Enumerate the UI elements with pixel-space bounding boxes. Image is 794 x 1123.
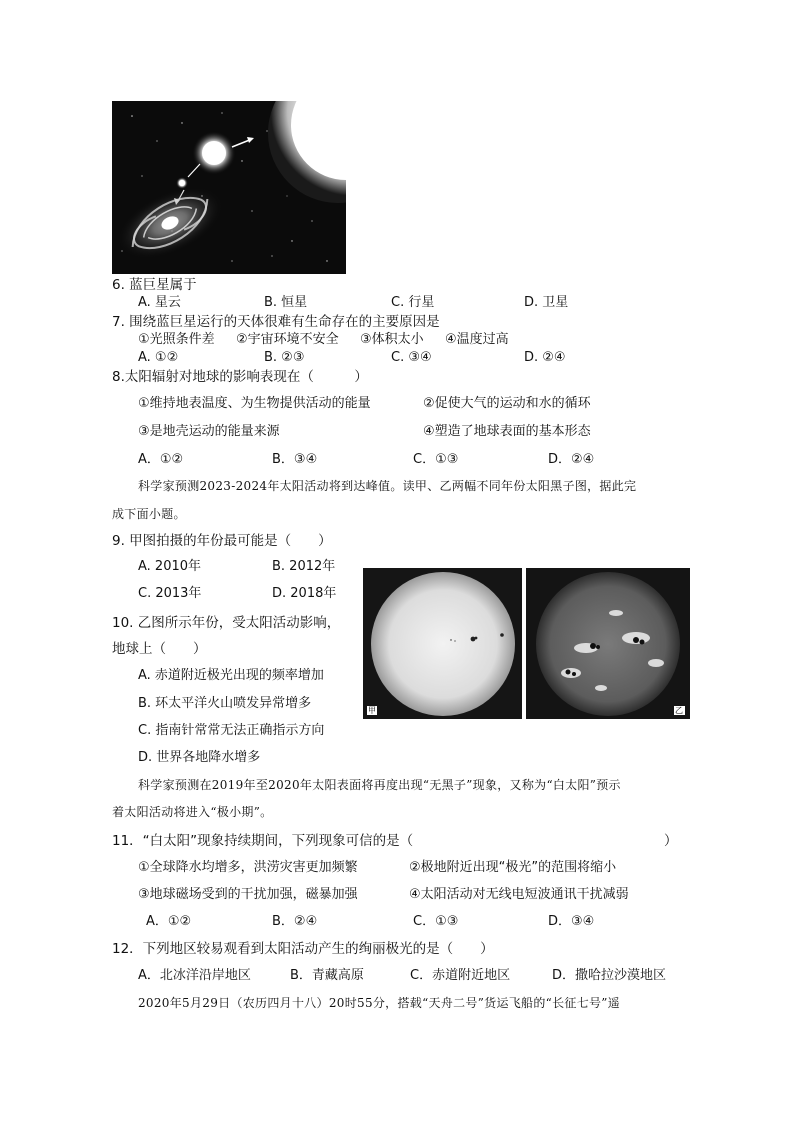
question-8-item-3: ③是地壳运动的能量来源 — [138, 424, 280, 439]
question-12-option-a: A．北冰洋沿岸地区 — [138, 968, 251, 983]
question-7-item-3: ③体积太小 — [360, 332, 424, 347]
question-6-option-d: D. 卫星 — [524, 295, 569, 310]
question-11-option-c: C．①③ — [413, 914, 459, 929]
question-6-option-b: B. 恒星 — [264, 295, 308, 310]
sunspot-photo-jia — [363, 568, 522, 719]
question-12-option-d: D．撒哈拉沙漠地区 — [552, 968, 667, 983]
material-2-line-1: 科学家预测在2019年至2020年太阳表面将再度出现“无黑子”现象，又称为“白太阳”预示 — [138, 778, 621, 792]
question-9-option-a: A. 2010年 — [138, 559, 202, 574]
material-1-line-1: 科学家预测2023-2024年太阳活动将到达峰值。读甲、乙两幅不同年份太阳黑子图，据此完 — [138, 479, 637, 493]
question-7-item-4: ④温度过高 — [445, 332, 509, 347]
question-11-item-3: ③地球磁场受到的干扰加强，磁暴加强 — [138, 887, 358, 902]
question-10-option-c: C. 指南针常常无法正确指示方向 — [138, 723, 325, 738]
question-7-item-2: ②宇宙环境不安全 — [236, 332, 339, 347]
sun-label-jia: 甲 — [368, 706, 376, 715]
question-8-stem: 8.太阳辐射对地球的影响表现在（ ） — [112, 369, 368, 385]
question-8-option-c: C．①③ — [413, 452, 459, 467]
question-11-item-2: ②极地附近出现“极光”的范围将缩小 — [409, 860, 617, 875]
sun-label-yi: 乙 — [675, 706, 683, 715]
material-2-line-2: 着太阳活动将进入“极小期”。 — [112, 805, 273, 819]
question-10-stem-line-2: 地球上（ ） — [112, 641, 207, 657]
question-7-option-b: B. ②③ — [264, 350, 305, 365]
question-11-item-1: ①全球降水均增多，洪涝灾害更加频繁 — [138, 860, 358, 875]
question-10-option-d: D. 世界各地降水增多 — [138, 750, 261, 765]
question-9-stem: 9. 甲图拍摄的年份最可能是（ ） — [112, 533, 332, 549]
question-10-option-b: B. 环太平洋火山喷发异常增多 — [138, 696, 312, 711]
question-9-option-c: C. 2013年 — [138, 586, 202, 601]
question-8-item-4: ④塑造了地球表面的基本形态 — [423, 424, 591, 439]
question-8-option-a: A．①② — [138, 452, 184, 467]
sun-image-jia — [363, 568, 522, 719]
material-1-line-2: 成下面小题。 — [112, 507, 186, 521]
question-7-stem: 7. 围绕蓝巨星运行的天体很难有生命存在的主要原因是 — [112, 314, 440, 330]
question-9-option-d: D. 2018年 — [272, 586, 337, 601]
question-6-option-c: C. 行星 — [391, 295, 435, 310]
question-12-option-c: C．赤道附近地区 — [410, 968, 511, 983]
question-8-item-2: ②促使大气的运动和水的循环 — [423, 396, 591, 411]
question-7-option-a: A. ①② — [138, 350, 179, 365]
sunspot-photo-yi — [526, 568, 690, 719]
material-3-line-1: 2020年5月29日（农历四月十八）20时55分，搭载“天舟二号”货运飞船的“长征七号”遥 — [138, 996, 621, 1010]
question-8-option-b: B．③④ — [272, 452, 318, 467]
question-8-option-d: D．②④ — [548, 452, 595, 467]
question-9-option-b: B. 2012年 — [272, 559, 336, 574]
question-12-stem: 12．下列地区较易观看到太阳活动产生的绚丽极光的是（ ） — [112, 941, 494, 957]
question-6-stem: 6. 蓝巨星属于 — [112, 277, 197, 293]
question-11-item-4: ④太阳活动对无线电短波通讯干扰减弱 — [409, 887, 629, 902]
question-7-option-c: C. ③④ — [391, 350, 432, 365]
question-11-option-d: D．③④ — [548, 914, 595, 929]
question-11-stem-close: ） — [664, 833, 678, 849]
question-11-stem: 11．“白太阳”现象持续期间，下列现象可信的是（ — [112, 833, 414, 849]
question-10-option-a: A. 赤道附近极光出现的频率增加 — [138, 668, 324, 683]
question-11-option-b: B．②④ — [272, 914, 318, 929]
question-7-item-1: ①光照条件差 — [138, 332, 215, 347]
galaxy-star-illustration — [112, 101, 346, 274]
question-6-option-a: A. 星云 — [138, 295, 181, 310]
question-12-option-b: B．青藏高原 — [290, 968, 364, 983]
sun-image-yi — [526, 568, 690, 719]
question-11-option-a: A．①② — [146, 914, 192, 929]
question-7-option-d: D. ②④ — [524, 350, 566, 365]
question-10-stem-line-1: 10. 乙图所示年份，受太阳活动影响， — [112, 615, 341, 631]
space-figure — [112, 101, 346, 274]
question-8-item-1: ①维持地表温度、为生物提供活动的能量 — [138, 396, 371, 411]
